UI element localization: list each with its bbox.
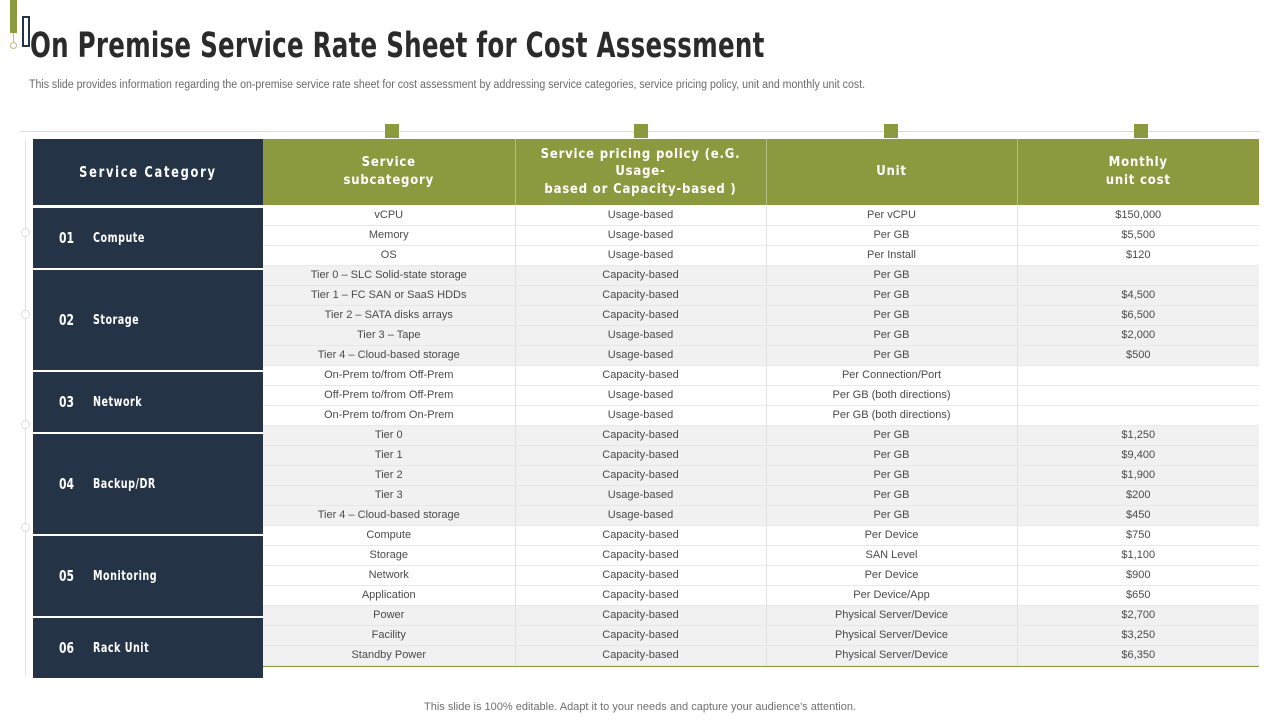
cell-subcategory: Tier 3 – Tape: [263, 325, 515, 345]
cell-subcategory: OS: [263, 245, 515, 265]
cell-cost: $6,500: [1017, 305, 1259, 325]
cell-policy: Capacity-based: [515, 305, 766, 325]
cell-cost: $120: [1017, 245, 1259, 265]
cell-unit: Per GB: [766, 485, 1017, 505]
table-row: [263, 505, 1259, 525]
cell-unit: Physical Server/Device: [766, 645, 1017, 665]
header-line-2: subcategory: [343, 173, 435, 188]
cell-cost: $450: [1017, 505, 1259, 525]
cell-policy: Capacity-based: [515, 265, 766, 285]
table-row: [263, 305, 1259, 325]
cell-policy: Capacity-based: [515, 525, 766, 545]
sidebar-item-number: 02: [59, 311, 75, 329]
table-row: [263, 325, 1259, 345]
cell-cost: $2,700: [1017, 605, 1259, 625]
table-row: [263, 585, 1259, 605]
cell-subcategory: Tier 2 – SATA disks arrays: [263, 305, 515, 325]
rail-dot: [21, 420, 30, 429]
table-row: [263, 525, 1259, 545]
rail-dot: [21, 523, 30, 532]
table-row: [263, 625, 1259, 645]
cell-policy: Capacity-based: [515, 585, 766, 605]
cell-subcategory: Application: [263, 585, 515, 605]
cell-subcategory: Compute: [263, 525, 515, 545]
cell-policy: Capacity-based: [515, 285, 766, 305]
cell-unit: Per Device: [766, 565, 1017, 585]
cell-cost: $200: [1017, 485, 1259, 505]
connector-square: [884, 124, 898, 138]
cell-policy: Usage-based: [515, 505, 766, 525]
cell-policy: Capacity-based: [515, 425, 766, 445]
page-subtitle: This slide provides information regarding the on-premise service rate sheet for cost assessment by addressing service categories, service pricing policy, unit and monthly unit cost.: [29, 79, 866, 91]
cell-cost: $150,000: [1017, 205, 1259, 225]
header-line-2: unit cost: [1105, 173, 1171, 188]
cell-unit: Per GB: [766, 325, 1017, 345]
cell-cost: $900: [1017, 565, 1259, 585]
cell-policy: Capacity-based: [515, 565, 766, 585]
cell-unit: Per GB (both directions): [766, 405, 1017, 425]
cell-policy: Usage-based: [515, 245, 766, 265]
cell-unit: Per GB: [766, 505, 1017, 525]
sidebar-item-rack-unit[interactable]: [33, 618, 263, 678]
header-line-1: Monthly: [1108, 155, 1168, 171]
table-row: [263, 485, 1259, 505]
rate-sheet-table: [33, 139, 1259, 678]
table-row: [263, 225, 1259, 245]
connector-square: [634, 124, 648, 138]
service-category-sidebar: [33, 139, 263, 678]
cell-policy: Capacity-based: [515, 545, 766, 565]
cell-unit: Per GB: [766, 285, 1017, 305]
table-row: [263, 205, 1259, 225]
rail-dot: [21, 310, 30, 319]
table-row: [263, 425, 1259, 445]
cell-unit: Per GB: [766, 445, 1017, 465]
header-line-1: Service: [361, 155, 416, 171]
cell-unit: Physical Server/Device: [766, 625, 1017, 645]
cell-unit: Per GB: [766, 465, 1017, 485]
cell-policy: Usage-based: [515, 225, 766, 245]
cell-policy: Capacity-based: [515, 465, 766, 485]
sidebar-item-number: 03: [59, 393, 75, 411]
cell-unit: Per Device/App: [766, 585, 1017, 605]
left-rail-line: [25, 140, 26, 675]
table-row: [263, 385, 1259, 405]
sidebar-item-label: Monitoring: [93, 568, 158, 584]
sidebar-item-network[interactable]: [33, 372, 263, 434]
table-head: [263, 139, 1259, 205]
cell-unit: Physical Server/Device: [766, 605, 1017, 625]
circle-decoration: [10, 42, 17, 49]
table-row: [263, 565, 1259, 585]
cell-policy: Usage-based: [515, 405, 766, 425]
cell-policy: Capacity-based: [515, 605, 766, 625]
cell-subcategory: Tier 4 – Cloud-based storage: [263, 345, 515, 365]
sidebar-item-compute[interactable]: [33, 208, 263, 270]
cell-unit: Per Connection/Port: [766, 365, 1017, 385]
cell-cost: $5,500: [1017, 225, 1259, 245]
sidebar-header: [33, 139, 263, 205]
cell-subcategory: Tier 1: [263, 445, 515, 465]
cell-subcategory: vCPU: [263, 205, 515, 225]
sidebar-item-label: Backup/DR: [93, 476, 156, 492]
sidebar-item-storage[interactable]: [33, 270, 263, 372]
cell-policy: Capacity-based: [515, 445, 766, 465]
cell-policy: Usage-based: [515, 325, 766, 345]
sidebar-items-group: [33, 208, 263, 678]
column-header-monthly-unit-cost: [1017, 139, 1259, 205]
footer-note: This slide is 100% editable. Adapt it to your needs and capture your audience's attention.: [424, 701, 856, 713]
cell-subcategory: Tier 4 – Cloud-based storage: [263, 505, 515, 525]
table-row: [263, 545, 1259, 565]
table-row: [263, 265, 1259, 285]
cell-cost: [1017, 405, 1259, 425]
cell-cost: $3,250: [1017, 625, 1259, 645]
connector-square: [1134, 124, 1148, 138]
cell-subcategory: Tier 0 – SLC Solid-state storage: [263, 265, 515, 285]
data-table: [263, 139, 1259, 666]
cell-policy: Usage-based: [515, 385, 766, 405]
cell-unit: Per vCPU: [766, 205, 1017, 225]
cell-cost: $650: [1017, 585, 1259, 605]
table-body: [263, 205, 1259, 665]
sidebar-item-backup-dr[interactable]: [33, 434, 263, 536]
header-line-1: Unit: [876, 164, 907, 180]
table-row: [263, 645, 1259, 665]
cell-cost: [1017, 365, 1259, 385]
cell-cost: $6,350: [1017, 645, 1259, 665]
cell-subcategory: On-Prem to/from Off-Prem: [263, 365, 515, 385]
cell-policy: Capacity-based: [515, 645, 766, 665]
sidebar-item-number: 06: [59, 639, 75, 657]
cell-subcategory: Standby Power: [263, 645, 515, 665]
cell-cost: $750: [1017, 525, 1259, 545]
sidebar-item-number: 05: [59, 567, 75, 585]
cell-subcategory: Facility: [263, 625, 515, 645]
cell-subcategory: Off-Prem to/from Off-Prem: [263, 385, 515, 405]
connector-square: [385, 124, 399, 138]
sidebar-item-label: Storage: [93, 312, 140, 328]
cell-policy: Usage-based: [515, 485, 766, 505]
cell-unit: Per Install: [766, 245, 1017, 265]
column-header-subcategory: [263, 139, 515, 205]
sidebar-item-label: Rack Unit: [93, 640, 150, 656]
table-row: [263, 245, 1259, 265]
cell-unit: Per GB: [766, 345, 1017, 365]
cell-policy: Usage-based: [515, 205, 766, 225]
column-header-unit: [766, 139, 1017, 205]
cell-cost: $500: [1017, 345, 1259, 365]
cell-subcategory: Network: [263, 565, 515, 585]
cell-cost: [1017, 385, 1259, 405]
table-row: [263, 285, 1259, 305]
sidebar-item-label: Network: [93, 394, 143, 410]
table-row: [263, 345, 1259, 365]
cell-cost: $9,400: [1017, 445, 1259, 465]
column-header-pricing-policy: [515, 139, 766, 205]
table-header-row: [263, 139, 1259, 205]
cell-unit: Per GB: [766, 425, 1017, 445]
navy-rectangle-decoration: [22, 16, 30, 47]
table-row: [263, 365, 1259, 385]
cell-unit: Per GB: [766, 265, 1017, 285]
sidebar-header-label: Service Category: [79, 163, 217, 181]
cell-policy: Capacity-based: [515, 365, 766, 385]
cell-cost: $1,100: [1017, 545, 1259, 565]
page-title: On Premise Service Rate Sheet for Cost Assessment: [30, 26, 765, 66]
sidebar-item-number: 01: [59, 229, 75, 247]
cell-subcategory: Storage: [263, 545, 515, 565]
cell-cost: [1017, 265, 1259, 285]
table-row: [263, 465, 1259, 485]
cell-subcategory: Memory: [263, 225, 515, 245]
cell-cost: $4,500: [1017, 285, 1259, 305]
table-row: [263, 605, 1259, 625]
header-line-2: based or Capacity-based ): [544, 181, 737, 197]
cell-subcategory: Power: [263, 605, 515, 625]
cell-subcategory: Tier 0: [263, 425, 515, 445]
sidebar-item-label: Compute: [93, 230, 145, 246]
cell-unit: Per GB (both directions): [766, 385, 1017, 405]
cell-subcategory: Tier 3: [263, 485, 515, 505]
data-table-column: [263, 139, 1259, 667]
cell-unit: Per GB: [766, 305, 1017, 325]
header-line-1: Service pricing policy (e.G. Usage-: [540, 146, 741, 180]
cell-subcategory: On-Prem to/from On-Prem: [263, 405, 515, 425]
rail-dot: [21, 228, 30, 237]
cell-cost: $1,250: [1017, 425, 1259, 445]
sidebar-item-number: 04: [59, 475, 75, 493]
olive-bar-decoration: [10, 0, 17, 33]
cell-policy: Usage-based: [515, 345, 766, 365]
cell-subcategory: Tier 2: [263, 465, 515, 485]
cell-unit: Per Device: [766, 525, 1017, 545]
table-row: [263, 445, 1259, 465]
cell-cost: $1,900: [1017, 465, 1259, 485]
cell-subcategory: Tier 1 – FC SAN or SaaS HDDs: [263, 285, 515, 305]
cell-unit: Per GB: [766, 225, 1017, 245]
cell-cost: $2,000: [1017, 325, 1259, 345]
cell-unit: SAN Level: [766, 545, 1017, 565]
table-row: [263, 405, 1259, 425]
sidebar-item-monitoring[interactable]: [33, 536, 263, 618]
cell-policy: Capacity-based: [515, 625, 766, 645]
